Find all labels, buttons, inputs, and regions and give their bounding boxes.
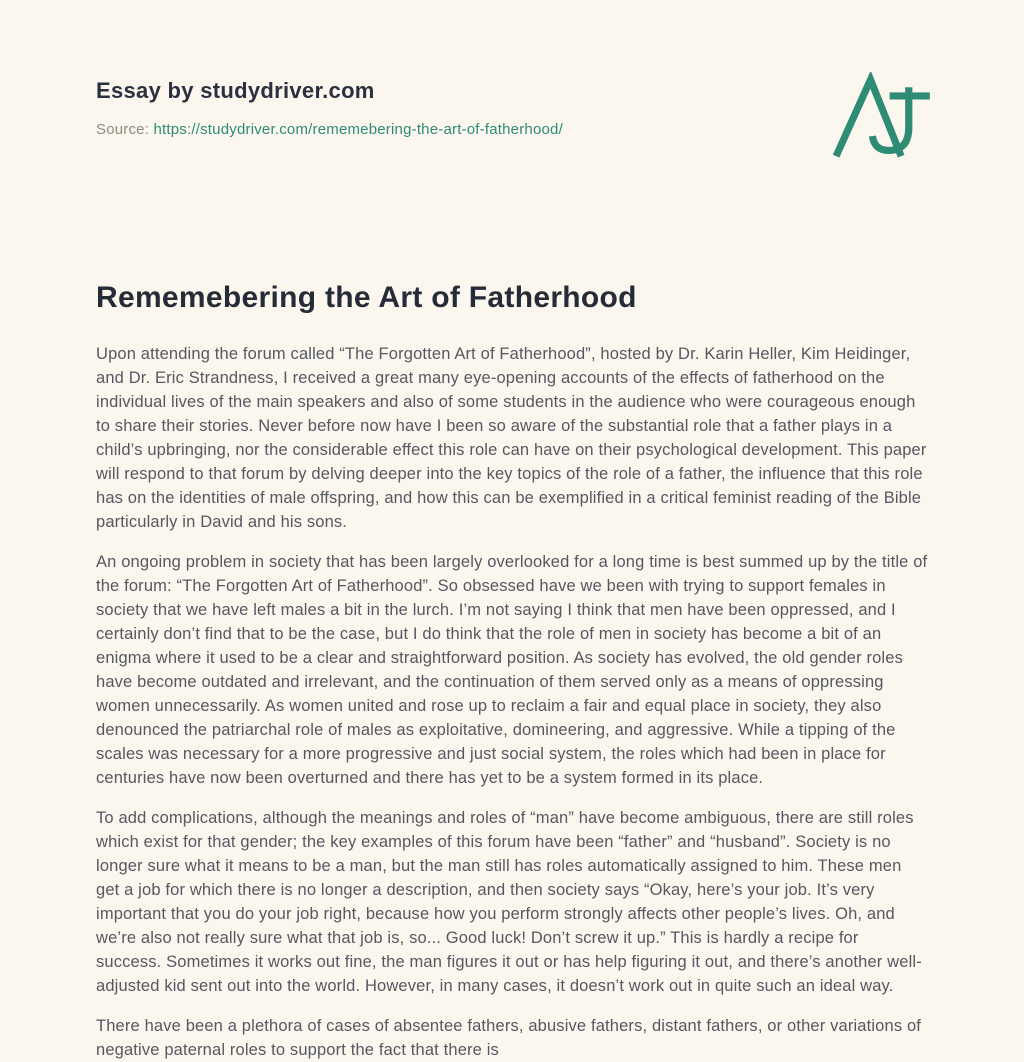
source-url-link[interactable]: https://studydriver.com/rememebering-the-art-of-fatherhood/: [153, 121, 563, 138]
studydriver-logo-icon: [828, 72, 936, 165]
source-label: Source:: [96, 121, 150, 138]
essay-paragraph: To add complications, although the meanings and roles of “man” have become ambiguous, there are still roles which exist for that gender; the key examples of this forum have been “father” and “husband”. Society is no longer sure what it means to be a man, but the man still has roles automatically assigned to him. These men get a job for which there is no longer a description, and then society says “Okay, here’s your job. It’s very important that you do your job right, because how you perform strongly affects other people’s lives. Oh, and we’re also not really sure what that job is, so... Good luck! Don’t screw it up.” This is hardly a recipe for success. Sometimes it works out fine, the man figures it out or has help figuring it out, and there’s another well-adjusted kid sent out into the world. However, in many cases, it doesn’t work out in quite such an ideal way.: [96, 809, 922, 995]
essay-paragraph: There have been a plethora of cases of absentee fathers, abusive fathers, distant fathers, or other variations of negative paternal roles to support the fact that there is: [96, 1017, 922, 1059]
page-header: [96, 78, 928, 165]
essay-paragraph: Upon attending the forum called “The Forgotten Art of Fatherhood”, hosted by Dr. Karin Heller, Kim Heidinger, and Dr. Eric Strandness, I received a great many eye-opening accounts of the effects of fatherhood on the individual lives of the main speakers and also of some students in the audience who were courageous enough to share their stories. Never before now have I been so aware of the substantial role that a father plays in a child’s upbringing, nor the considerable effect this role can have on their psychological development. This paper will respond to that forum by delving deeper into the key topics of the role of a father, the influence that this role has on the identities of male offspring, and how this can be exemplified in a critical feminist reading of the Bible particularly in David and his sons.: [96, 345, 927, 531]
byline: Essay by studydriver.com: [96, 78, 375, 103]
essay-body: [96, 342, 928, 1062]
source-line: [96, 121, 563, 138]
essay-title: Rememebering the Art of Fatherhood: [96, 281, 637, 314]
essay-paragraph: An ongoing problem in society that has been largely overlooked for a long time is best summed up by the title of the forum: “The Forgotten Art of Fatherhood”. So obsessed have we been with trying to support females in society that we have left males a bit in the lurch. I’m not saying I think that men have been oppressed, and I certainly don’t find that to be the case, but I do think that the role of men in society has become a bit of an enigma where it used to be a clear and straightforward position. As society has evolved, the old gender roles have become outdated and irrelevant, and the continuation of them served only as a means of oppressing women unnecessarily. As women united and rose up to reclaim a fair and equal place in society, they also denounced the patriarchal role of males as exploitative, domineering, and aggressive. While a tipping of the scales was necessary for a more progressive and just social system, the roles which had been in place for centuries have now been overturned and there has yet to be a system formed in its place.: [96, 553, 928, 787]
header-text-block: [96, 78, 563, 138]
